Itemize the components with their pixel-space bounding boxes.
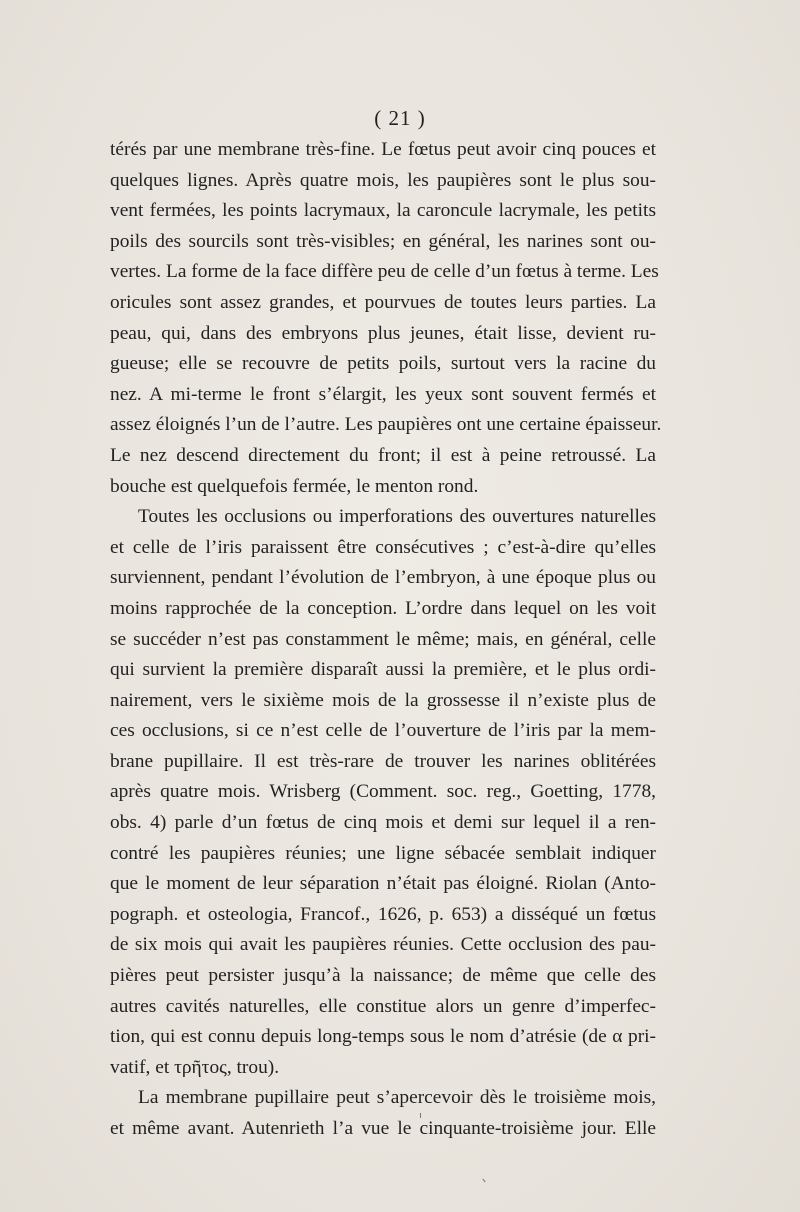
text-line: oricules sont assez grandes, et pourvues de toutes leurs parties. La xyxy=(110,291,656,313)
text-line: gueuse; elle se recouvre de petits poils, surtout vers la racine du xyxy=(110,353,656,375)
text-line: qui survient la première disparaît aussi la première, et le plus ordi- xyxy=(110,659,656,681)
text-line: et celle de l’iris paraissent être consécutives ; c’est-à-dire qu’elles xyxy=(110,536,656,558)
text-line: et même avant. Autenrieth l’a vue le cinquante-troisième jour. Elle xyxy=(110,1118,656,1139)
text-line: poils des sourcils sont très-visibles; en général, les narines sont ou- xyxy=(110,230,656,252)
text-line: obs. 4) parle d’un fœtus de cinq mois et demi sur lequel il a ren- xyxy=(110,812,656,834)
text-line: tion, qui est connu depuis long-temps sous le nom d’atrésie (de α pri- xyxy=(110,1026,656,1048)
body-text xyxy=(110,135,662,1145)
page-number: ( 21 ) xyxy=(374,106,426,130)
text-line: quelques lignes. Après quatre mois, les paupières sont le plus sou- xyxy=(110,169,656,191)
text-line: La membrane pupillaire peut s’apercevoir dès le troisième mois, xyxy=(138,1087,656,1109)
text-line: Le nez descend directement du front; il est à peine retroussé. La xyxy=(110,444,656,466)
text-line: moins rapprochée de la conception. L’ordre dans lequel on les voit xyxy=(110,597,656,619)
text-line: se succéder n’est pas constamment le même; mais, en général, celle xyxy=(110,628,656,650)
text-line: peau, qui, dans des embryons plus jeunes, était lisse, devient ru- xyxy=(110,322,656,344)
text-line: surviennent, pendant l’évolution de l’embryon, à une époque plus ou xyxy=(110,567,656,589)
text-line: ces occlusions, si ce n’est celle de l’ouverture de l’iris par la mem- xyxy=(110,720,656,742)
text-line: nez. A mi-terme le front s’élargit, les yeux sont souvent fermés et xyxy=(110,383,656,405)
text-line: nairement, vers le sixième mois de la grossesse il n’existe plus de xyxy=(110,689,656,711)
paper-speck xyxy=(482,1179,485,1183)
text-line: Toutes les occlusions ou imperforations des ouvertures naturelles xyxy=(138,506,656,528)
text-line: vatif, et τρῆτος, trou). xyxy=(110,1056,280,1078)
text-line: autres cavités naturelles, elle constitue alors un genre d’imperfec- xyxy=(110,995,656,1017)
text-line: vent fermées, les points lacrymaux, la caroncule lacrymale, les petits xyxy=(110,200,656,222)
text-line: pograph. et osteologia, Francof., 1626, p. 653) a disséqué un fœtus xyxy=(110,903,656,925)
paper-speck xyxy=(420,1113,421,1118)
text-line: brane pupillaire. Il est très-rare de trouver les narines oblitérées xyxy=(110,750,656,772)
text-line: bouche est quelquefois fermée, le menton rond. xyxy=(110,475,479,497)
text-line: contré les paupières réunies; une ligne sébacée semblait indiquer xyxy=(110,842,656,864)
text-line: après quatre mois. Wrisberg (Comment. soc. reg., Goetting, 1778, xyxy=(110,781,656,803)
text-line: pières peut persister jusqu’à la naissance; de même que celle des xyxy=(110,965,656,987)
text-line: assez éloignés l’un de l’autre. Les paupières ont une certaine épaisseur. xyxy=(110,414,662,436)
text-line: térés par une membrane très-fine. Le fœtus peut avoir cinq pouces et xyxy=(110,139,656,160)
text-line: de six mois qui avait les paupières réunies. Cette occlusion des pau- xyxy=(110,934,656,956)
text-line: que le moment de leur séparation n’était pas éloigné. Riolan (Anto- xyxy=(110,873,656,895)
text-line: vertes. La forme de la face diffère peu de celle d’un fœtus à terme. Les xyxy=(110,261,659,283)
